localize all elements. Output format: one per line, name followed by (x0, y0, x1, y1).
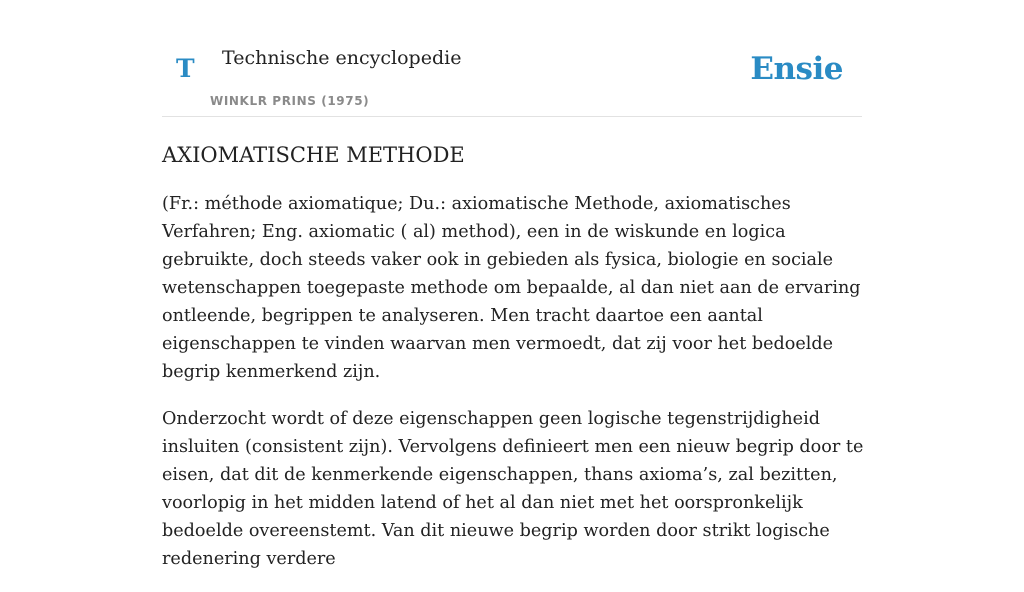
article-headword: AXIOMATISCHE METHODE (162, 143, 465, 167)
ensie-logo-link[interactable]: Ensie (750, 51, 843, 87)
article-paragraph-1: (Fr.: méthode axiomatique; Du.: axiomatische Methode, axiomatisches Verfahren; Eng. axiomatic ( al) method), een in de wiskunde en logica gebruikte, doch steeds vaker ook in gebieden als fysica, biologie en sociale wetenschappen toegepaste methode om bepaalde, al dan niet aan de ervaring ontleende, begrippen te analyseren. Men tracht daartoe een aantal eigenschappen te vinden waarvan men vermoedt, dat zij voor het bedoelde begrip kenmerkend zijn. (162, 194, 861, 382)
work-logo-letter[interactable]: T (176, 54, 195, 83)
article-paragraph-2: Onderzocht wordt of deze eigenschappen geen logische tegenstrijdigheid insluiten (consistent zijn). Vervolgens definieert men een nieuw begrip door te eisen, dat dit de kenmerkende eigenschappen, thans axioma’s, zal bezitten, voorlopig in het midden latend of het al dan niet met het oorspronkelijk bedoelde overeenstemt. Van dit nieuwe begrip worden door strikt logische redenering verdere (162, 409, 864, 569)
work-source-label: WINKLR PRINS (1975) (210, 94, 370, 108)
article (162, 136, 867, 592)
work-title-link[interactable]: Technische encyclopedie (222, 47, 462, 69)
header (162, 0, 862, 117)
